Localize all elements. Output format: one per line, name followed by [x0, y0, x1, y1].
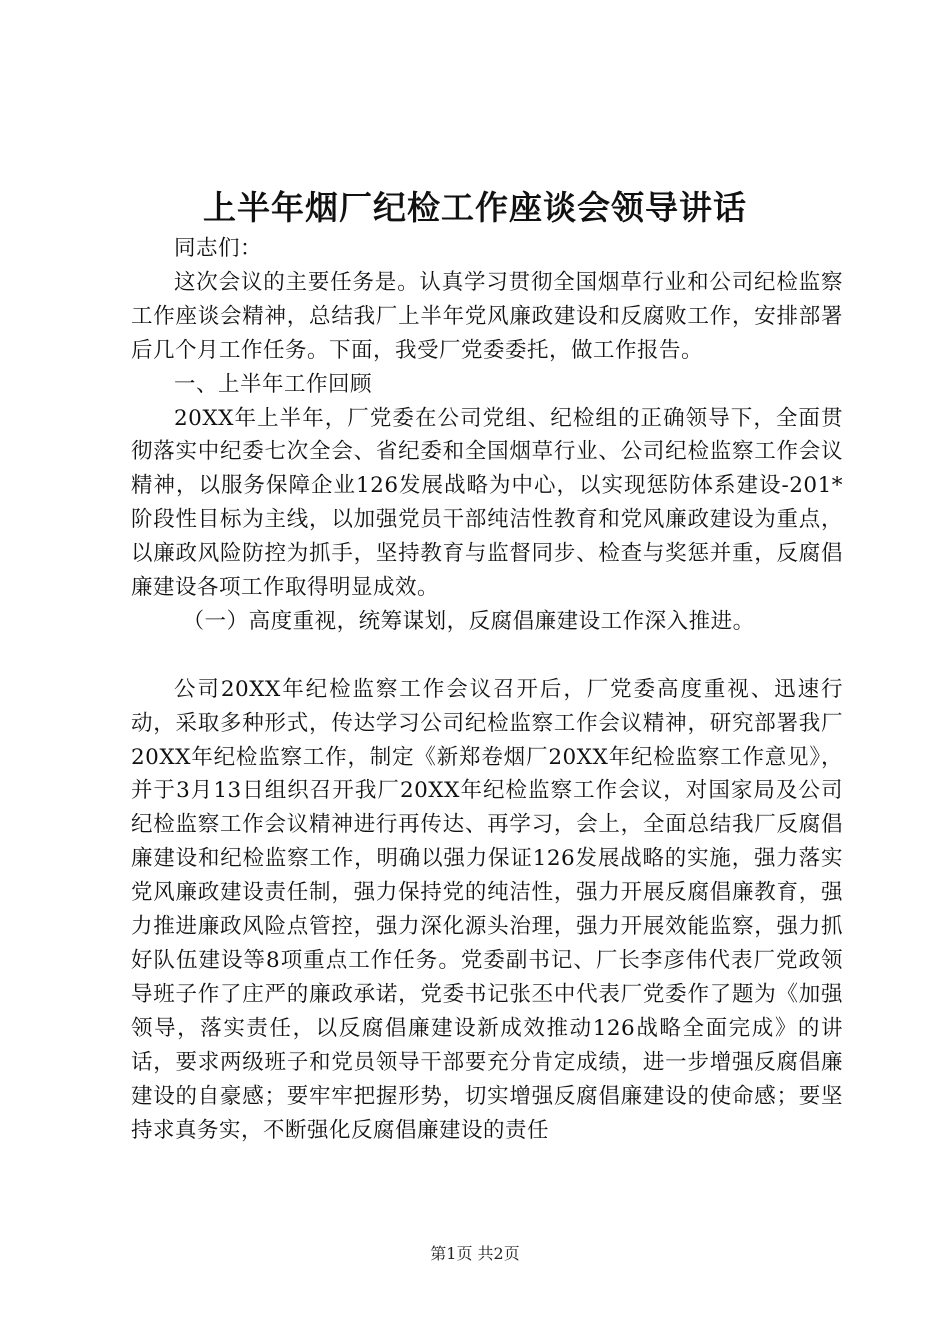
section-heading: 一、上半年工作回顾: [174, 371, 373, 397]
page-number-footer: 第1页 共2页: [430, 1244, 520, 1263]
salutation-paragraph: 同志们：: [174, 236, 263, 261]
document-body: [131, 232, 843, 1147]
review-paragraph: 20XX年上半年，厂党委在公司党组、纪检组的正确领导下，全面贯彻落实中纪委七次全会、省纪委和全国烟草行业、公司纪检监察工作会议精神，以服务保障企业126发展战略为中心，以实现惩防体系建设-201*阶段性目标为主线，以加强党员干部纯洁性教育和党风廉政建设为重点，以廉政风险防控为抓手，坚持教育与监督同步、检查与奖惩并重，反腐倡廉建设各项工作取得明显成效。: [131, 405, 843, 601]
document-title: 上半年烟厂纪检工作座谈会领导讲话: [203, 188, 747, 227]
meeting-paragraph: 公司20XX年纪检监察工作会议召开后，厂党委高度重视、迅速行动，采取多种形式，传达学习公司纪检监察工作会议精神，研究部署我厂20XX年纪检监察工作，制定《新郑卷烟厂20XX年纪检监察工作意见》，并于3月13日组织召开我厂20XX年纪检监察工作会议，对国家局及公司纪检监察工作会议精神进行再传达、再学习，会上，全面总结我厂反腐倡廉建设和纪检监察工作，明确以强力保证126发展战略的实施，强力落实党风廉政建设责任制，强力保持党的纯洁性，强力开展反腐倡廉教育，强力推进廉政风险点管控，强力深化源头治理，强力开展效能监察，强力抓好队伍建设等8项重点工作任务。党委副书记、厂长李彦伟代表厂党政领导班子作了庄严的廉政承诺，党委书记张丕中代表厂党委作了题为《加强领导，落实责任，以反腐倡廉建设新成效推动126战略全面完成》的讲话，要求两级班子和党员领导干部要充分肯定成绩，进一步增强反腐倡廉建设的自豪感；要牢牢把握形势，切实增强反腐倡廉建设的使命感；要坚持求真务实，不断强化反腐倡廉建设的责任: [131, 676, 843, 1143]
subsection-heading: （一）高度重视，统筹谋划，反腐倡廉建设工作深入推进。: [182, 608, 755, 634]
intro-paragraph: 这次会议的主要任务是。认真学习贯彻全国烟草行业和公司纪检监察工作座谈会精神，总结我厂上半年党风廉政建设和反腐败工作，安排部署后几个月工作任务。下面，我受厂党委委托，做工作报告。: [131, 269, 843, 363]
